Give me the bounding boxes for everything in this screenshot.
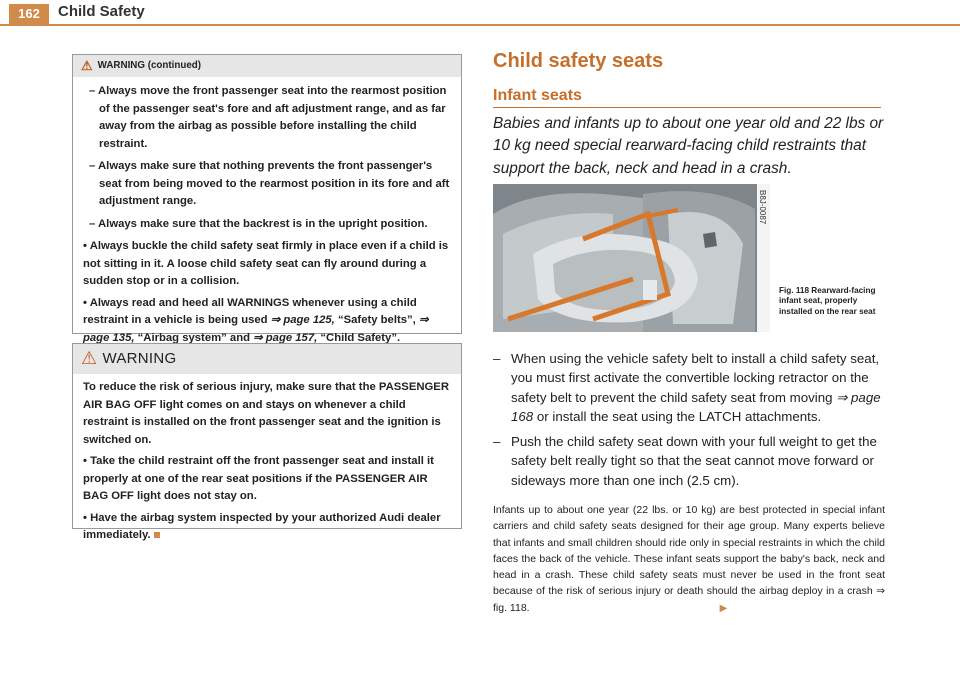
- warning-box: [72, 343, 462, 541]
- warning-continued-title: WARNING (continued): [97, 60, 202, 72]
- warning-header: [73, 344, 461, 374]
- warning-bullet: • Always buckle the child safety seat firmly in place even if a child is not sitting in it. A loose child safety seat can fly around during a sudden stop or in a collision.: [83, 240, 449, 287]
- infant-note: Infants up to about one year (22 lbs. or 10 kg) are best protected in special infant carriers and child safety seats designed for their age group. Many experts believe that infants and small children should ride only in special restraints in which the child faces the back of the vehicle. These infant seats support the baby's back, neck and head in a crash. These child safety seats must never be used in the front seat because of the risk of serious injury or death should the airbag deploy in a crash ⇒ fig. 118. ▶: [493, 504, 885, 614]
- warning-title: WARNING: [102, 350, 177, 368]
- sub-heading: Infant seats: [493, 87, 582, 104]
- warning-continued-box: [72, 54, 462, 344]
- figure-ref-link[interactable]: ⇒ fig. 118.: [493, 585, 885, 614]
- page-number: 162: [9, 4, 49, 24]
- page-header: [0, 0, 960, 26]
- figure-caption: Fig. 118 Rearward-facing infant seat, properly installed on the rear seat: [779, 286, 876, 316]
- end-square-icon: [154, 532, 160, 538]
- sub-heading-rule: [493, 107, 881, 108]
- warning-dash-item: – Always make sure that nothing prevents the front passenger's seat from being moved to the rearmost position in its fore and aft adjustment range.: [89, 160, 450, 207]
- warning-bullet: • Take the child restraint off the front passenger seat and install it properly at one of the rear seat positions if the PASSENGER AIR BAG OFF light does not stay on.: [83, 455, 434, 502]
- warning-triangle-icon: ⚠: [81, 57, 93, 73]
- warning-continued-header: [73, 54, 461, 77]
- intro-text: Babies and infants up to about one year old and 22 lbs or 10 kg need special rearward-facing child restraints that support the back, neck and head in a crash.: [493, 115, 884, 177]
- page-ref-link[interactable]: ⇒ page 135,: [83, 314, 429, 344]
- warning-bullet: • Have the airbag system inspected by your authorized Audi dealer immediately.: [83, 511, 441, 541]
- instruction-step: – Push the child safety seat down with your full weight to get the safety belt really tight so that the seat cannot move forward or sideways more than one inch (2.5 cm).: [493, 434, 877, 488]
- section-title: Child Safety: [58, 3, 145, 20]
- warning-dash-item: – Always make sure that the backrest is in the upright position.: [89, 217, 428, 230]
- warning-triangle-icon: ⚠: [81, 348, 98, 369]
- page-ref-link[interactable]: ⇒ page 125,: [270, 314, 335, 326]
- infant-seat-illustration: [493, 184, 770, 332]
- warning-bullet: • Always read and heed all WARNINGS whenever using a child restraint in a vehicle is being used ⇒ page 125, “Safety belts”, ⇒ page 135, “Airbag system” and ⇒ page 157, “Child Safety”.: [83, 296, 429, 344]
- figure-code: B8J-0087: [758, 190, 767, 225]
- instruction-steps: [493, 349, 885, 496]
- header-rule: [0, 24, 960, 26]
- instruction-step: – When using the vehicle safety belt to install a child safety seat, you must first activate the convertible locking retractor on the safety belt to prevent the child safety seat from moving ⇒ page 168 or install the seat using the LATCH attachments.: [493, 351, 881, 424]
- infant-seat-figure: [493, 184, 770, 332]
- main-heading: Child safety seats: [493, 50, 664, 72]
- warning-intro: To reduce the risk of serious injury, make sure that the PASSENGER AIR BAG OFF light comes on and stays on whenever a child restraint is installed on the front passenger seat and the ignition is switched on.: [83, 381, 449, 446]
- page-ref-link[interactable]: ⇒ page 168: [511, 389, 881, 424]
- warning-dash-item: – Always move the front passenger seat into the rearmost position of the passenger seat's fore and aft adjustment range, and as far away from the airbag as possible before installing the child restraint.: [89, 85, 447, 150]
- continue-arrow-icon: ▶: [719, 602, 728, 614]
- page-ref-link[interactable]: ⇒ page 157,: [253, 331, 318, 344]
